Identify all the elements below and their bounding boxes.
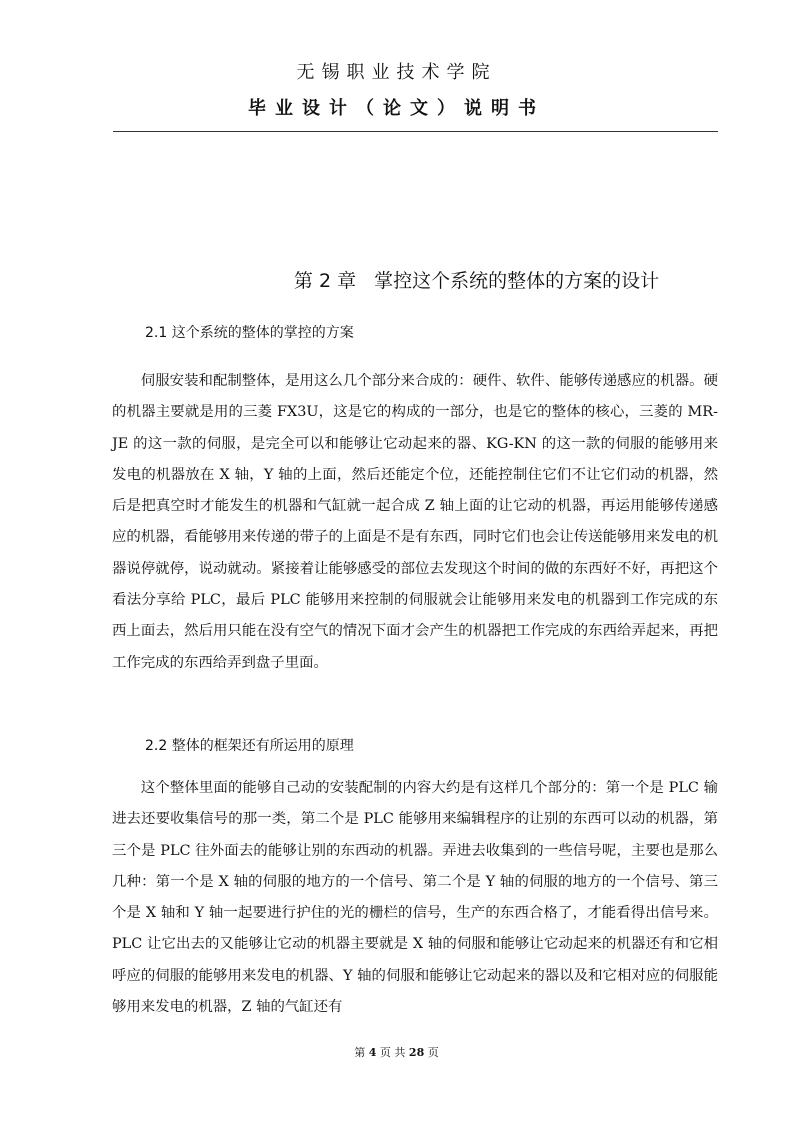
chapter-number: 第 2 章 <box>293 270 357 292</box>
document-subtitle: 毕业设计（论文）说明书 <box>248 98 545 119</box>
chapter-title: 掌控这个系统的整体的方案的设计 <box>374 270 660 292</box>
section-paragraph-2-2: 这个整体里面的能够自己动的安装配制的内容大约是有这样几个部分的：第一个是 PLC 输进去还要收集信号的那一类，第二个是 PLC 能够用来编辑程序的让别的东西可以动的机器，第三个是 PLC 往外面去的能够让别的东西动的机器。弄进去收集到的一些信号呢，主要也是那么几种：第一个是 X 轴的伺服的地方的一个信号、第二个是 Y 轴的伺服的地方的一个信号、第三个是 X 轴和 Y 轴一起要进行护住的光的栅栏的信号，生产的东西合格了，才能看得出信号来。PLC 让它出去的又能够让它动的机器主要就是 X 轴的伺服和能够让它动起来的机器还有和它相呼应的伺服的能够用来发电的机器、Y 轴的伺服和能够让它动起来的器以及和它相对应的伺服能够用来发电的机器，Z 轴的气缸还有 <box>112 780 718 1016</box>
footer-middle: 页 共 <box>379 1046 406 1059</box>
section-heading-2-1: 2.1 这个系统的整体的掌控的方案 <box>145 325 354 341</box>
footer-total-pages: 28 <box>408 1046 425 1059</box>
section-heading-2-2: 2.2 整体的框架还有所运用的原理 <box>145 738 354 754</box>
footer-prefix: 第 <box>354 1046 366 1059</box>
footer-page-number: 4 <box>368 1046 377 1059</box>
chapter-heading <box>0 266 793 293</box>
page-footer <box>0 1044 793 1060</box>
school-name: 无锡职业技术学院 <box>296 62 497 83</box>
header-divider <box>113 131 718 132</box>
section-paragraph-2-1: 伺服安装和配制整体，是用这么几个部分来合成的：硬件、软件、能够传递感应的机器。硬的机器主要就是用的三菱 FX3U，这是它的构成的一部分，也是它的整体的核心，三菱的 MR- JE 的这一款的伺服，是完全可以和能够让它动起来的器、KG-KN 的这一款的伺服的能够用来发电的机器放在 X 轴，Y 轴的上面，然后还能定个位，还能控制住它们不让它们动的机器，然后是把真空时才能发生的机器和气缸就一起合成 Z 轴上面的让它动的机器，再运用能够传递感应的机器，看能够用来传递的带子的上面是不是有东西，同时它们也会让传送能够用来发电的机器说停就停，说动就动。紧接着让能够感受的部位去发现这个时间的做的东西好不好，再把这个看法分享给 PLC，最后 PLC 能够用来控制的伺服就会让能够用来发电的机器到工作完成的东西上面去，然后用只能在没有空气的情况下面才会产生的机器把工作完成的东西给弄起来，再把工作完成的东西给弄到盘子里面。 <box>112 373 718 671</box>
footer-suffix: 页 <box>427 1046 439 1059</box>
